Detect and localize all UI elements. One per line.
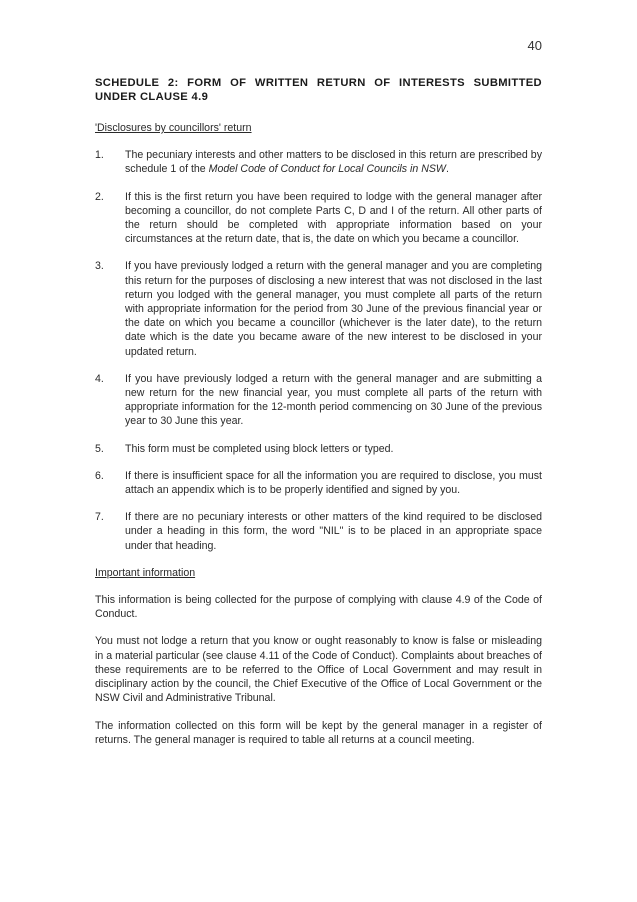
section-title-important-information: Important information xyxy=(95,566,196,579)
list-item xyxy=(95,259,542,358)
item-text xyxy=(125,148,542,176)
page-content xyxy=(95,76,542,760)
item-number: 2. xyxy=(95,190,104,203)
section-title-disclosures: 'Disclosures by councillors' return xyxy=(95,122,252,134)
list-item xyxy=(95,372,542,429)
item-number: 6. xyxy=(95,469,104,482)
info-paragraph: This information is being collected for the purpose of complying with clause 4.9 of the Code of Conduct. xyxy=(95,594,542,621)
list-item xyxy=(95,148,542,176)
list-item xyxy=(95,510,542,553)
info-paragraph: The information collected on this form will be kept by the general manager in a register of returns. The general manager is required to table all returns at a council meeting. xyxy=(95,719,542,746)
item-text: If this is the first return you have been required to lodge with the general manager after becoming a councillor, do not complete Parts C, D and I of the return. All other parts of the return should be completed with appropriate information based on your circumstances at the return date, that is, the date on which you became a councillor. xyxy=(125,190,542,246)
page-number: 40 xyxy=(527,38,542,53)
item-text-part: The pecuniary interests and other matters to be disclosed in this return are prescribed by schedule 1 of the xyxy=(125,149,542,176)
schedule-heading: SCHEDULE 2: FORM OF WRITTEN RETURN OF INTERESTS SUBMITTED UNDER CLAUSE 4.9 xyxy=(95,77,542,103)
item-number: 5. xyxy=(95,442,104,455)
list-item xyxy=(95,190,542,247)
item-text-part: . xyxy=(445,163,449,176)
info-paragraph: You must not lodge a return that you know or ought reasonably to know is false or misleading in a material particular (see clause 4.11 of the Code of Conduct). Complaints about breaches of these requirements are to be referred to the Office of Local Government and may result in disciplinary action by the council, the Chief Executive of the Office of Local Government or the NSW Civil and Administrative Tribunal. xyxy=(95,635,542,705)
instruction-list xyxy=(95,148,542,553)
item-number: 3. xyxy=(95,260,104,273)
code-of-conduct-title: Model Code of Conduct for Local Councils in NSW xyxy=(208,163,446,176)
item-text: This form must be completed using block letters or typed. xyxy=(125,442,394,455)
item-text: If you have previously lodged a return with the general manager and are submitting a new return for the new financial year, you must complete all parts of the return with appropriate information for the 12-month period commencing on 30 June of the previous year to 30 June this year. xyxy=(125,372,542,428)
item-number: 4. xyxy=(95,372,104,385)
item-number: 7. xyxy=(95,511,104,524)
list-item xyxy=(95,469,542,497)
item-text: If you have previously lodged a return with the general manager and you are completing this return for the purposes of disclosing a new interest that was not disclosed in the last return you lodged with the general manager, you must complete all parts of the return with appropriate information for the period from 30 June of the previous financial year or the date on which you became a councillor (whichever is the later date), to the return date which is the date you became aware of the new interest to be disclosed in your updated return. xyxy=(125,260,542,358)
item-text: If there are no pecuniary interests or other matters of the kind required to be disclosed under a heading in this form, the word "NIL" is to be placed in an appropriate space under that heading. xyxy=(125,511,542,552)
item-number: 1. xyxy=(95,149,104,162)
item-text: If there is insufficient space for all the information you are required to disclose, you must attach an appendix which is to be properly identified and signed by you. xyxy=(125,469,542,497)
list-item xyxy=(95,442,542,456)
